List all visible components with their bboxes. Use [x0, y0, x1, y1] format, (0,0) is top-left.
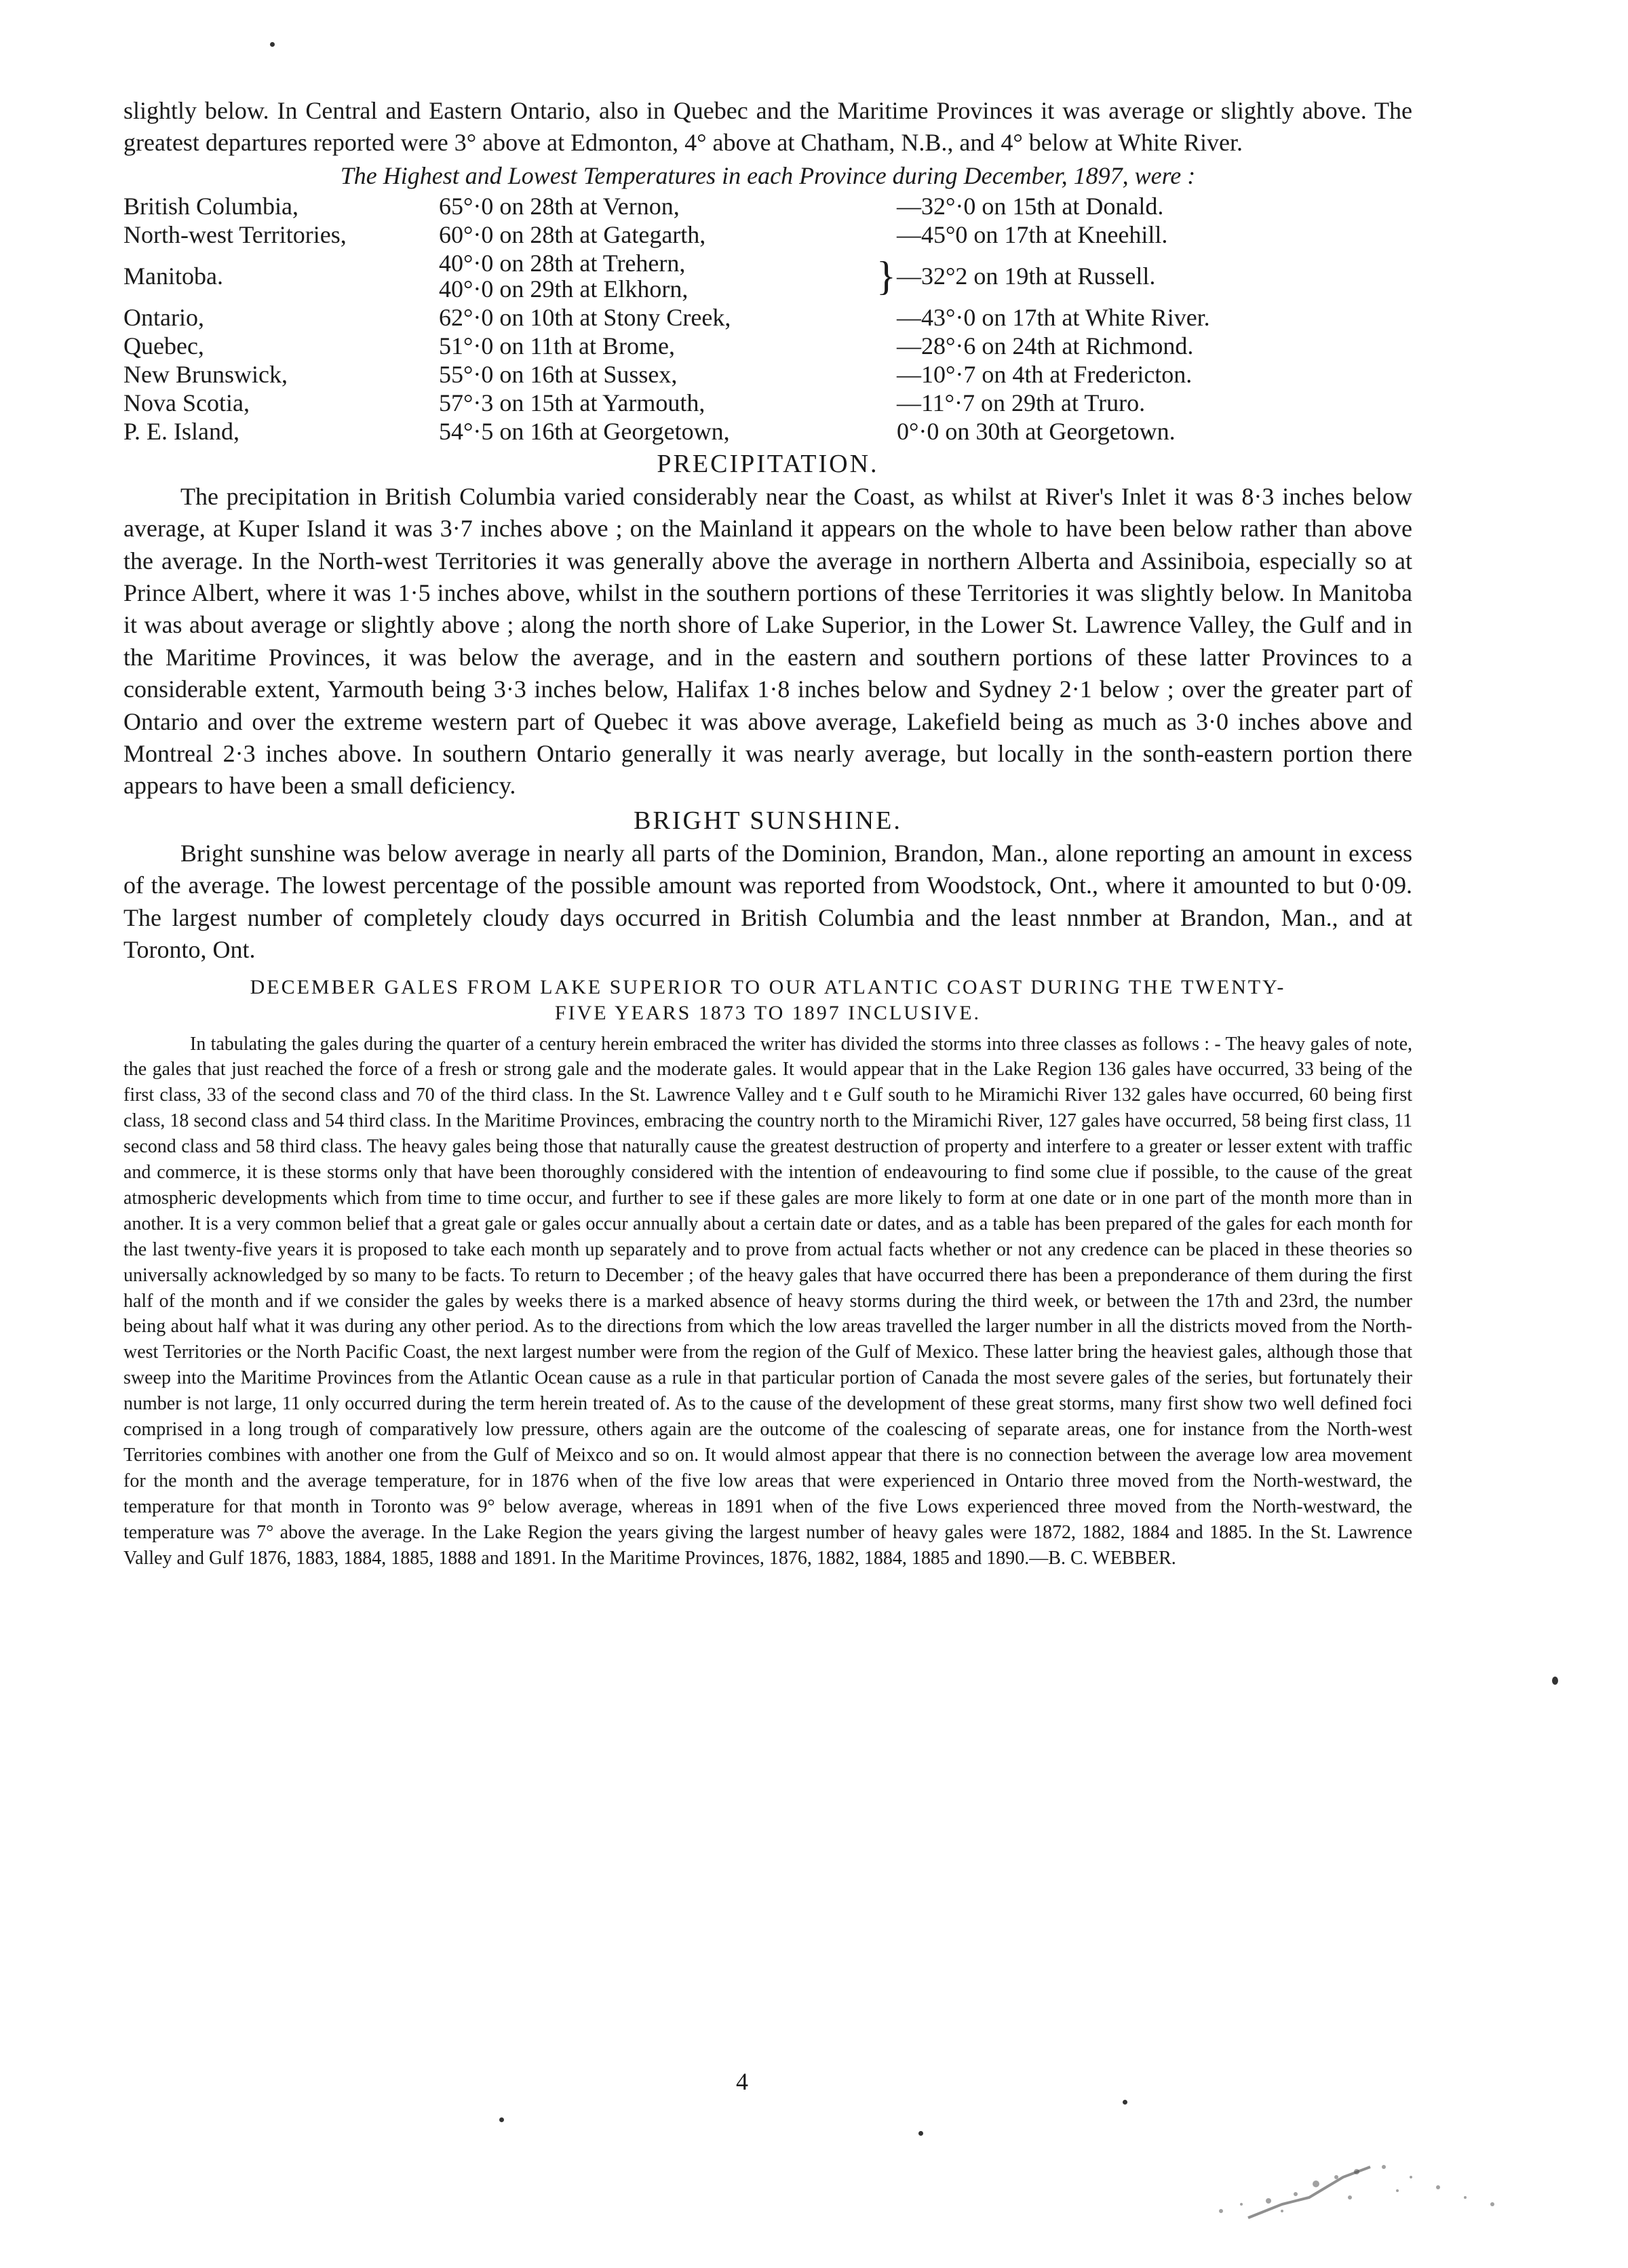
table-row	[123, 220, 1399, 249]
province-cell: Ontario,	[123, 303, 204, 331]
highest-cell	[439, 249, 876, 303]
highest-cell: 60°·0 on 28th at Gategarth,	[439, 220, 706, 248]
ink-speck	[1552, 1677, 1558, 1685]
highest-cell: 57°·3 on 15th at Yarmouth,	[439, 389, 705, 416]
highest-cell: 65°·0 on 28th at Vernon,	[439, 192, 680, 220]
lowest-cell: —43°·0 on 17th at White River.	[897, 303, 1210, 331]
province-cell: New Brunswick,	[123, 360, 288, 388]
brace-mark: }	[876, 253, 896, 298]
gales-heading	[123, 975, 1412, 1026]
lowest-cell: —32°2 on 19th at Russell.	[897, 262, 1156, 290]
gales-heading-line: FIVE YEARS 1873 TO 1897 INCLUSIVE.	[554, 1001, 982, 1024]
highest-line: 40°·0 on 28th at Trehern,	[439, 249, 686, 277]
province-cell: Quebec,	[123, 332, 204, 359]
lowest-cell: —45°0 on 17th at Kneehill.	[897, 220, 1168, 248]
paper-smudge	[1180, 2136, 1533, 2225]
ink-speck	[918, 2131, 923, 2136]
table-row	[123, 360, 1399, 389]
table-row	[123, 389, 1399, 417]
ink-speck	[270, 42, 275, 47]
province-cell: North-west Territories,	[123, 220, 347, 248]
highest-cell: 55°·0 on 16th at Sussex,	[439, 360, 678, 388]
highest-line: 40°·0 on 29th at Elkhorn,	[439, 275, 689, 302]
province-cell: British Columbia,	[123, 192, 299, 220]
lowest-cell: 0°·0 on 30th at Georgetown.	[897, 417, 1176, 445]
page-content	[123, 95, 1412, 1571]
page-number: 4	[736, 2068, 748, 2095]
highest-cell: 51°·0 on 11th at Brome,	[439, 332, 676, 359]
ink-speck	[1123, 2100, 1127, 2105]
gales-paragraph: In tabulating the gales during the quarter of a century herein embraced the writer has divided the storms into three classes as follows : - The heavy gales of note, the gales that just reached the force of a fresh or strong gale and the moderate gales. It would appear that in the Lake Region 136 gales have occurred, 33 being of the first class, 33 of the second class and 70 of the third class. In the St. Lawrence Valley and t e Gulf south to he Miramichi River 132 gales have occurred, 60 being first class, 18 second class and 54 third class. In the Maritime Provinces, embracing the country north to the Miramichi River, 127 gales have occurred, 58 being first class, 11 second class and 58 third class. The heavy gales being those that naturally cause the greatest destruction of property and interfere to a greater or lesser extent with traffic and commerce, it is these storms only that have been thoroughly considered with the intention of endeavouring to find some clue if possible, to the cause of the great atmospheric developments which from time to time occur, and further to see if these gales are more likely to form at one date or in one part of the month more than in another. It is a very common belief that a great gale or gales occur annually about a certain date or dates, and as a table has been prepared of the gales for each month for the last twenty-five years it is proposed to take each month up separately and to prove from actual facts whether or not any credence can be placed in these theories so universally acknowledged by so many to be facts. To return to December ; of the heavy gales that have occurred there has been a preponderance of them during the first half of the month and if we consider the gales by weeks there is a marked absence of heavy storms during the third week, or between the 17th and 23rd, the number being about half what it was during any other period. As to the directions from which the low areas travelled the larger number in all the districts moved from the North-west Territories or the North Pacific Coast, the next largest number were from the region of the Gulf of Mexico. These latter bring the heaviest gales, although those that sweep into the Maritime Provinces from the Atlantic Ocean cause as a rule in that particular portion of Canada the most severe gales of the series, but fortunately their number is not large, 11 only occurred during the term herein treated of. As to the cause of the development of these great storms, many first show two well defined foci comprised in a long trough of comparatively low pressure, others again are the outcome of the coalescing of separate areas, one for instance from the North-west Territories combines with another one from the Gulf of Meixco and so on. It would almost appear that there is no connection between the average low area movement for the month and the average temperature, for in 1876 when of the five low areas that were experienced in Ontario three moved from the North-westward, the temperature for that month in Toronto was 9° below average, whereas in 1891 when of the five Lows experienced three moved from the North-westward, the temperature was 7° above the average. In the Lake Region the years giving the largest number of heavy gales were 1872, 1882, 1884 and 1885. In the St. Lawrence Valley and Gulf 1876, 1883, 1884, 1885, 1888 and 1891. In the Maritime Provinces, 1876, 1882, 1884, 1885 and 1890.—B. C. WEBBER.	[123, 1033, 1412, 1569]
lowest-cell: —11°·7 on 29th at Truro.	[897, 389, 1146, 416]
gales-heading-line: DECEMBER GALES FROM LAKE SUPERIOR TO OUR ATLANTIC COAST DURING THE TWENTY-	[250, 975, 1286, 998]
temperatures-heading: The Highest and Lowest Temperatures in each Province during December, 1897, were :	[340, 161, 1196, 189]
intro-paragraph: slightly below. In Central and Eastern Ontario, also in Quebec and the Maritime Provinces it was average or slightly above. The greatest departures reported were 3° above at Edmonton, 4° above at Chatham, N.B., and 4° below at White River.	[123, 97, 1412, 157]
province-cell: Manitoba.	[123, 262, 223, 290]
precipitation-heading: PRECIPITATION.	[657, 449, 879, 478]
table-row	[123, 303, 1399, 332]
temperatures-table	[123, 192, 1399, 446]
lowest-cell: —28°·6 on 24th at Richmond.	[897, 332, 1194, 359]
sunshine-paragraph: Bright sunshine was below average in nearly all parts of the Dominion, Brandon, Man., alone reporting an amount in excess of the average. The lowest percentage of the possible amount was reported from Woodstock, Ont., where it amounted to but 0·09. The largest number of completely cloudy days occurred in British Columbia and the least nnmber at Brandon, Man., and at Toronto, Ont.	[123, 839, 1412, 964]
ink-speck	[499, 2117, 504, 2122]
highest-cell: 62°·0 on 10th at Stony Creek,	[439, 303, 731, 331]
table-row	[123, 249, 1399, 303]
lowest-cell: —32°·0 on 15th at Donald.	[897, 192, 1164, 220]
lowest-cell: —10°·7 on 4th at Fredericton.	[897, 360, 1193, 388]
highest-cell: 54°·5 on 16th at Georgetown,	[439, 417, 730, 445]
table-row	[123, 192, 1399, 220]
table-row	[123, 332, 1399, 360]
province-cell: Nova Scotia,	[123, 389, 250, 416]
province-cell: P. E. Island,	[123, 417, 239, 445]
precipitation-paragraph: The precipitation in British Columbia varied considerably near the Coast, as whilst at River's Inlet it was 8·3 inches below average, at Kuper Island it was 3·7 inches above ; on the Mainland it appears on the whole to have been below rather than above the average. In the North-west Territories it was generally above the average in northern Alberta and Assiniboia, especially so at Prince Albert, where it was 1·5 inches above, whilst in the southern portions of these Territories it was slightly below. In Manitoba it was about average or slightly above ; along the north shore of Lake Superior, in the Lower St. Lawrence Valley, the Gulf and in the Maritime Provinces, it was below the average, and in the eastern and southern portions of these latter Provinces to a considerable extent, Yarmouth being 3·3 inches below, Halifax 1·8 inches below and Sydney 2·1 below ; over the greater part of Ontario and over the extreme western part of Quebec it was above average, Lakefield being as much as 3·0 inches above and Montreal 2·3 inches above. In southern Ontario generally it was nearly average, but locally in the sonth-eastern portion there appears to have been a small deficiency.	[123, 482, 1412, 800]
sunshine-heading: BRIGHT SUNSHINE.	[634, 806, 902, 835]
table-row	[123, 417, 1399, 446]
